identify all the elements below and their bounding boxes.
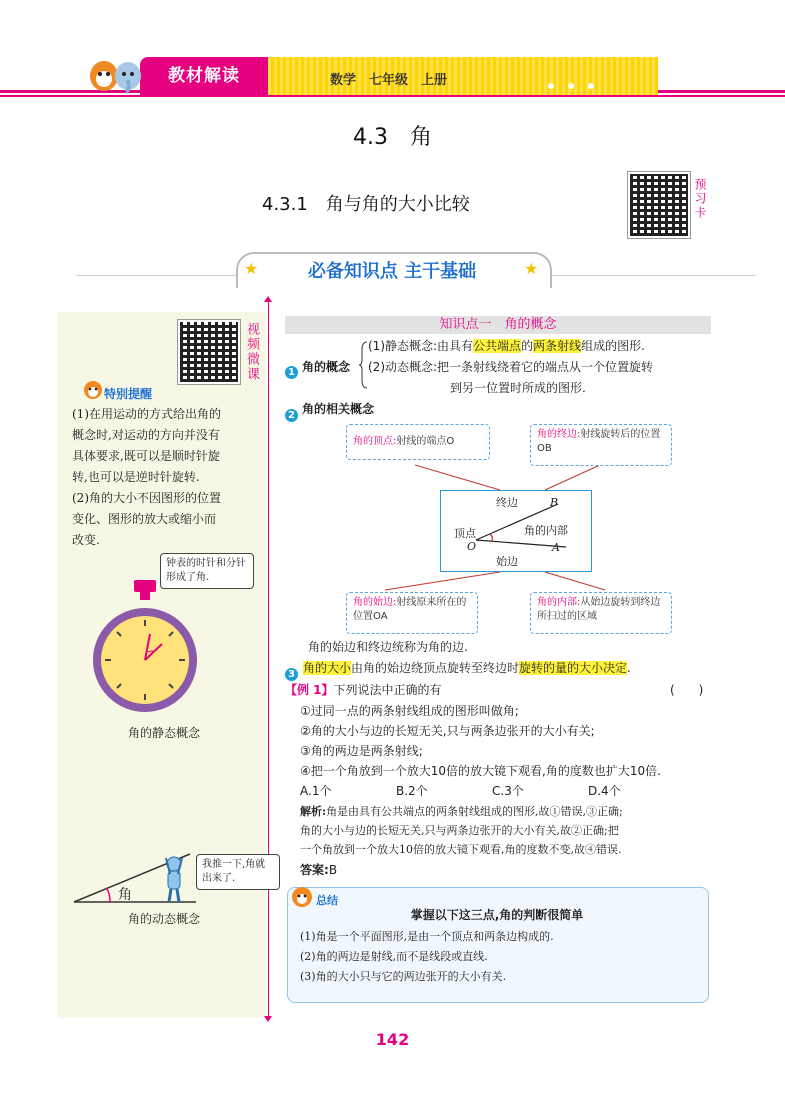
dynamic-angle-illustration [70,840,200,910]
vertex-box: 角的顶点:射线的端点O [346,424,490,460]
answer-line: 答案:B [300,863,338,877]
qr-code-icon[interactable] [178,320,240,384]
mascot-fox-icon [82,378,104,400]
summary-tag: 总结 [316,894,338,907]
example-item-1: ①过同一点的两条射线组成的图形叫做角; [300,704,519,718]
tip-title: 特别提醒 [104,387,153,401]
point-o-label: O [467,540,477,553]
subject-label: 数学 七年级 上册 [330,73,448,88]
stopwatch-illustration [90,578,200,718]
example-item-4: ④把一个角放到一个放大10倍的放大镜下观看,角的度数也扩大10倍. [300,764,661,778]
initial-side-label: 始边 [496,555,518,568]
column-divider [268,300,269,1020]
static-concept: (1)静态概念:由具有公共端点的两条射线组成的图形. [368,339,645,353]
dynamic-concept-line2: 到另一位置时所成的图形. [450,381,586,395]
analysis-line-1: 解析:角是由具有公共端点的两条射线组成的图形,故①错误,③正确; [300,805,623,818]
option-c: C.3个 [492,784,524,798]
angle-size-rule: 角的大小由角的始边绕顶点旋转至终边时旋转的量的大小决定. [303,661,631,675]
analysis-line-3: 一个角放到一个放大10倍的放大镜下观看,角的度数不变,故④错误. [300,843,622,856]
subsection-title: 4.3.1 角与角的大小比较 [262,194,470,215]
example-item-3: ③角的两边是两条射线; [300,744,423,758]
point-a-label: A [552,541,560,554]
qr-label-preview: 预习卡 [693,178,707,220]
header-rule-secondary [0,95,785,97]
number-badge: 3 [285,668,298,681]
sides-note: 角的始边和终边统称为角的边. [308,640,468,654]
initial-box: 角的始边:射线原来所在的位置OA [346,592,478,634]
point-b-label: B [550,496,559,509]
qr-label-video: 视频微课 [244,322,259,382]
star-icon: ★ [244,259,259,278]
tip-text [72,404,264,551]
point-number-3 [285,662,298,681]
vertex-label: 顶点 [454,527,476,540]
concept-label: 角的概念 [302,360,351,374]
mascot-fox-icon [290,884,314,908]
person-caption: 角的动态概念 [128,912,201,926]
tip-line: (1)在用运动的方式给出角的 [72,407,221,421]
related-label: 角的相关概念 [302,402,375,416]
brace-icon [358,340,368,390]
person-speech-bubble: 我推一下,角就出来了. [196,854,280,890]
terminal-side-label: 终边 [496,496,518,509]
section-tag: 教材解读 [140,57,268,95]
interior-box: 角的内部:从始边旋转到终边所扫过的区域 [530,592,672,634]
option-d: D.4个 [588,784,621,798]
clock-caption: 角的静态概念 [128,726,201,740]
number-badge: 1 [285,366,298,379]
answer-blank: ( ) [670,683,704,697]
example-question: 【例 1】下列说法中正确的有 [285,683,442,697]
angle-symbol-label: 角 [118,887,132,903]
banner-heading: 必备知识点 主干基础 [307,261,477,282]
option-a: A.1个 [300,784,332,798]
mascot-icon [86,52,144,94]
number-badge: 2 [285,409,298,422]
knowledge-point-bar: 知识点一 角的概念 [285,316,711,334]
clock-speech-bubble: 钟表的时针和分针形成了角. [160,553,254,589]
tip-line: 概念时,对运动的方向并没有 [72,428,220,442]
tip-line: 变化、图形的放大或缩小而 [72,512,217,526]
tip-line: 具体要求,既可以是顺时针旋 [72,449,220,463]
page-number: 142 [375,1030,410,1049]
dynamic-concept-line1: (2)动态概念:把一条射线绕着它的端点从一个位置旋转 [368,360,654,374]
interior-label: 角的内部 [524,524,568,537]
tip-line: 转,也可以是逆时针旋转. [72,470,200,484]
summary-line-1: (1)角是一个平面图形,是由一个顶点和两条边构成的. [300,930,554,943]
summary-heading: 掌握以下这三点,角的判断很简单 [410,908,584,922]
tip-line: 改变. [72,533,100,547]
divider-arrow-up-icon [264,296,272,302]
point-number-1 [285,360,298,379]
summary-line-2: (2)角的两边是射线,而不是线段或直线. [300,950,488,963]
option-b: B.2个 [396,784,428,798]
header-dots [548,74,608,93]
tip-line: (2)角的大小不因图形的位置 [72,491,221,505]
qr-code-icon[interactable] [628,172,690,238]
point-number-2 [285,403,298,422]
section-title: 4.3 角 [353,125,432,150]
terminal-box: 角的终边:射线旋转后的位置OB [530,424,672,466]
summary-line-3: (3)角的大小只与它的两边张开的大小有关. [300,970,507,983]
star-icon: ★ [524,259,539,278]
example-item-2: ②角的大小与边的长短无关,只与两条边张开的大小有关; [300,724,595,738]
analysis-line-2: 角的大小与边的长短无关,只与两条边张开的大小有关,故②正确;把 [300,824,619,837]
divider-arrow-down-icon [264,1016,272,1022]
